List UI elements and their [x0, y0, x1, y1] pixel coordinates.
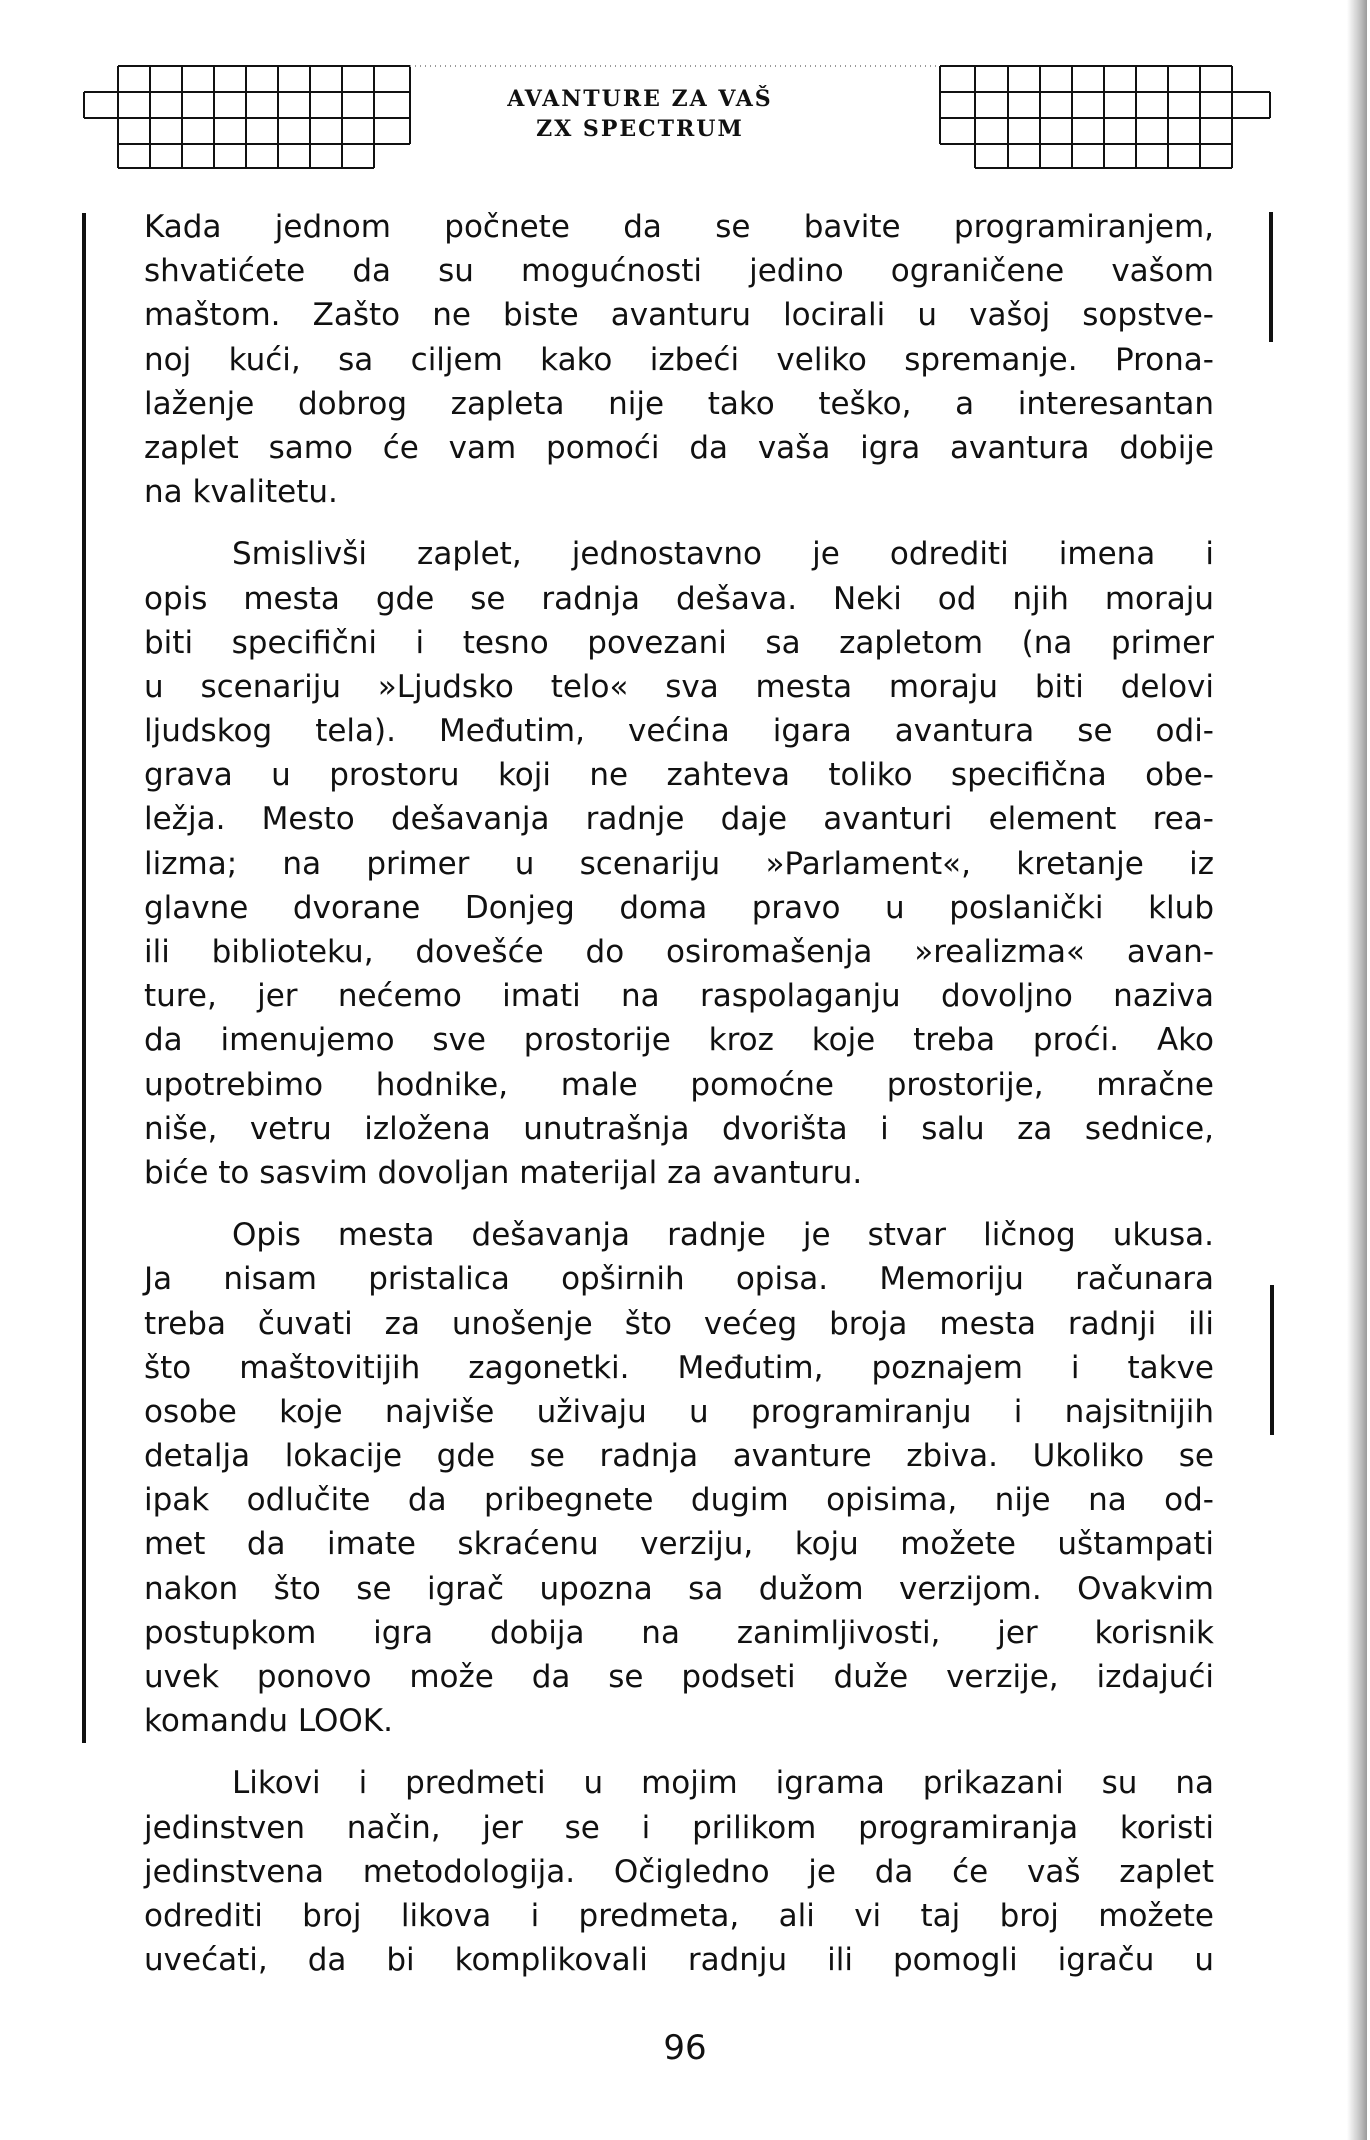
text-line: postupkom igra dobija na zanimljivosti, jer korisnik: [144, 1614, 1214, 1651]
text-line: što maštovitijih zagonetki. Međutim, poznajem i takve: [144, 1349, 1214, 1386]
right-margin-rule-lower: [1270, 1285, 1274, 1435]
text-line: ipak odlučite da pribegnete dugim opisima, nije na od-: [144, 1482, 1214, 1519]
text-line: uvek ponovo može da se podseti duže verzije, izdajući: [144, 1659, 1214, 1695]
text-line: uvećati, da bi komplikovali radnju ili pomogli igraču u: [144, 1942, 1214, 1979]
page-number: 96: [663, 2028, 707, 2068]
text-line: zaplet samo će vam pomoći da vaša igra avantura dobije: [144, 429, 1214, 466]
text-line: ljudskog tela). Međutim, većina igara avantura se odi-: [144, 713, 1214, 750]
text-line: Opis mesta dešavanja radnje je stvar ličnog ukusa.: [232, 1217, 1214, 1254]
text-line: da imenujemo sve prostorije kroz koje treba proći. Ako: [144, 1022, 1214, 1059]
text-line: maštom. Zašto ne biste avanturu locirali u vašoj sopstve-: [144, 297, 1214, 334]
header-title: [430, 84, 850, 144]
text-line: lizma; na primer u scenariju »Parlament«, kretanje iz: [144, 845, 1214, 882]
text-line: Ja nisam pristalica opširnih opisa. Memoriju računara: [144, 1261, 1214, 1298]
text-line: komandu LOOK.: [144, 1703, 393, 1740]
paragraph-2: [144, 532, 1214, 1195]
text-line: osobe koje najviše uživaju u programiranju i najsitnijih: [144, 1393, 1214, 1430]
page-header: [0, 0, 1370, 175]
text-line: opis mesta gde se radnja dešava. Neki od njih moraju: [144, 580, 1214, 617]
right-margin-rule: [1269, 212, 1273, 342]
text-line: laženje dobrog zapleta nije tako teško, a interesantan: [144, 385, 1214, 422]
text-line: biće to sasvim dovoljan materijal za avanturu.: [144, 1154, 863, 1191]
text-line: grava u prostoru koji ne zahteva toliko specifična obe-: [144, 757, 1214, 794]
page-edge-shadow: [1347, 0, 1367, 2140]
text-line: ture, jer nećemo imati na raspolaganju dovoljno naziva: [144, 978, 1214, 1015]
text-line: Likovi i predmeti u mojim igrama prikazani su na: [232, 1765, 1214, 1802]
text-line: Kada jednom počnete da se bavite programiranjem,: [144, 209, 1214, 245]
text-line: glavne dvorane Donjeg doma pravo u poslanički klub: [144, 889, 1214, 926]
text-line: noj kući, sa ciljem kako izbeći veliko spremanje. Prona-: [144, 341, 1214, 378]
text-line: ili biblioteku, dovešće do osiromašenja »realizma« avan-: [144, 934, 1214, 970]
paragraph-3: [144, 1213, 1214, 1743]
left-margin-rule: [82, 213, 86, 1743]
text-line: jedinstven način, jer se i prilikom programiranja koristi: [144, 1809, 1214, 1846]
text-line: shvatićete da su mogućnosti jedino ograničene vašom: [144, 253, 1214, 290]
text-line: odrediti broj likova i predmeta, ali vi taj broj možete: [144, 1897, 1214, 1934]
text-line: Smislivši zaplet, jednostavno je odrediti imena i: [232, 536, 1214, 573]
text-line: na kvalitetu.: [144, 474, 338, 511]
header-title-line1: AVANTURE ZA VAŠ: [507, 86, 773, 112]
text-line: jedinstvena metodologija. Očigledno je da će vaš zaplet: [144, 1853, 1214, 1890]
text-line: niše, vetru izložena unutrašnja dvorišta i salu za sednice,: [144, 1110, 1214, 1147]
paragraph-4: [144, 1761, 1214, 1982]
text-line: met da imate skraćenu verziju, koju možete uštampati: [144, 1526, 1214, 1563]
text-line: upotrebimo hodnike, male pomoćne prostorije, mračne: [144, 1066, 1214, 1103]
header-title-line2: ZX SPECTRUM: [536, 116, 744, 142]
text-line: ležja. Mesto dešavanja radnje daje avanturi element rea-: [144, 801, 1214, 838]
text-line: biti specifični i tesno povezani sa zapletom (na primer: [144, 624, 1214, 661]
text-line: u scenariju »Ljudsko telo« sva mesta moraju biti delovi: [144, 668, 1214, 705]
paragraph-1: [144, 205, 1214, 514]
body-text: [144, 205, 1214, 2000]
text-line: treba čuvati za unošenje što većeg broja mesta radnji ili: [144, 1305, 1214, 1342]
text-line: nakon što se igrač upozna sa dužom verzijom. Ovakvim: [144, 1570, 1214, 1607]
text-line: detalja lokacije gde se radnja avanture zbiva. Ukoliko se: [144, 1438, 1214, 1475]
